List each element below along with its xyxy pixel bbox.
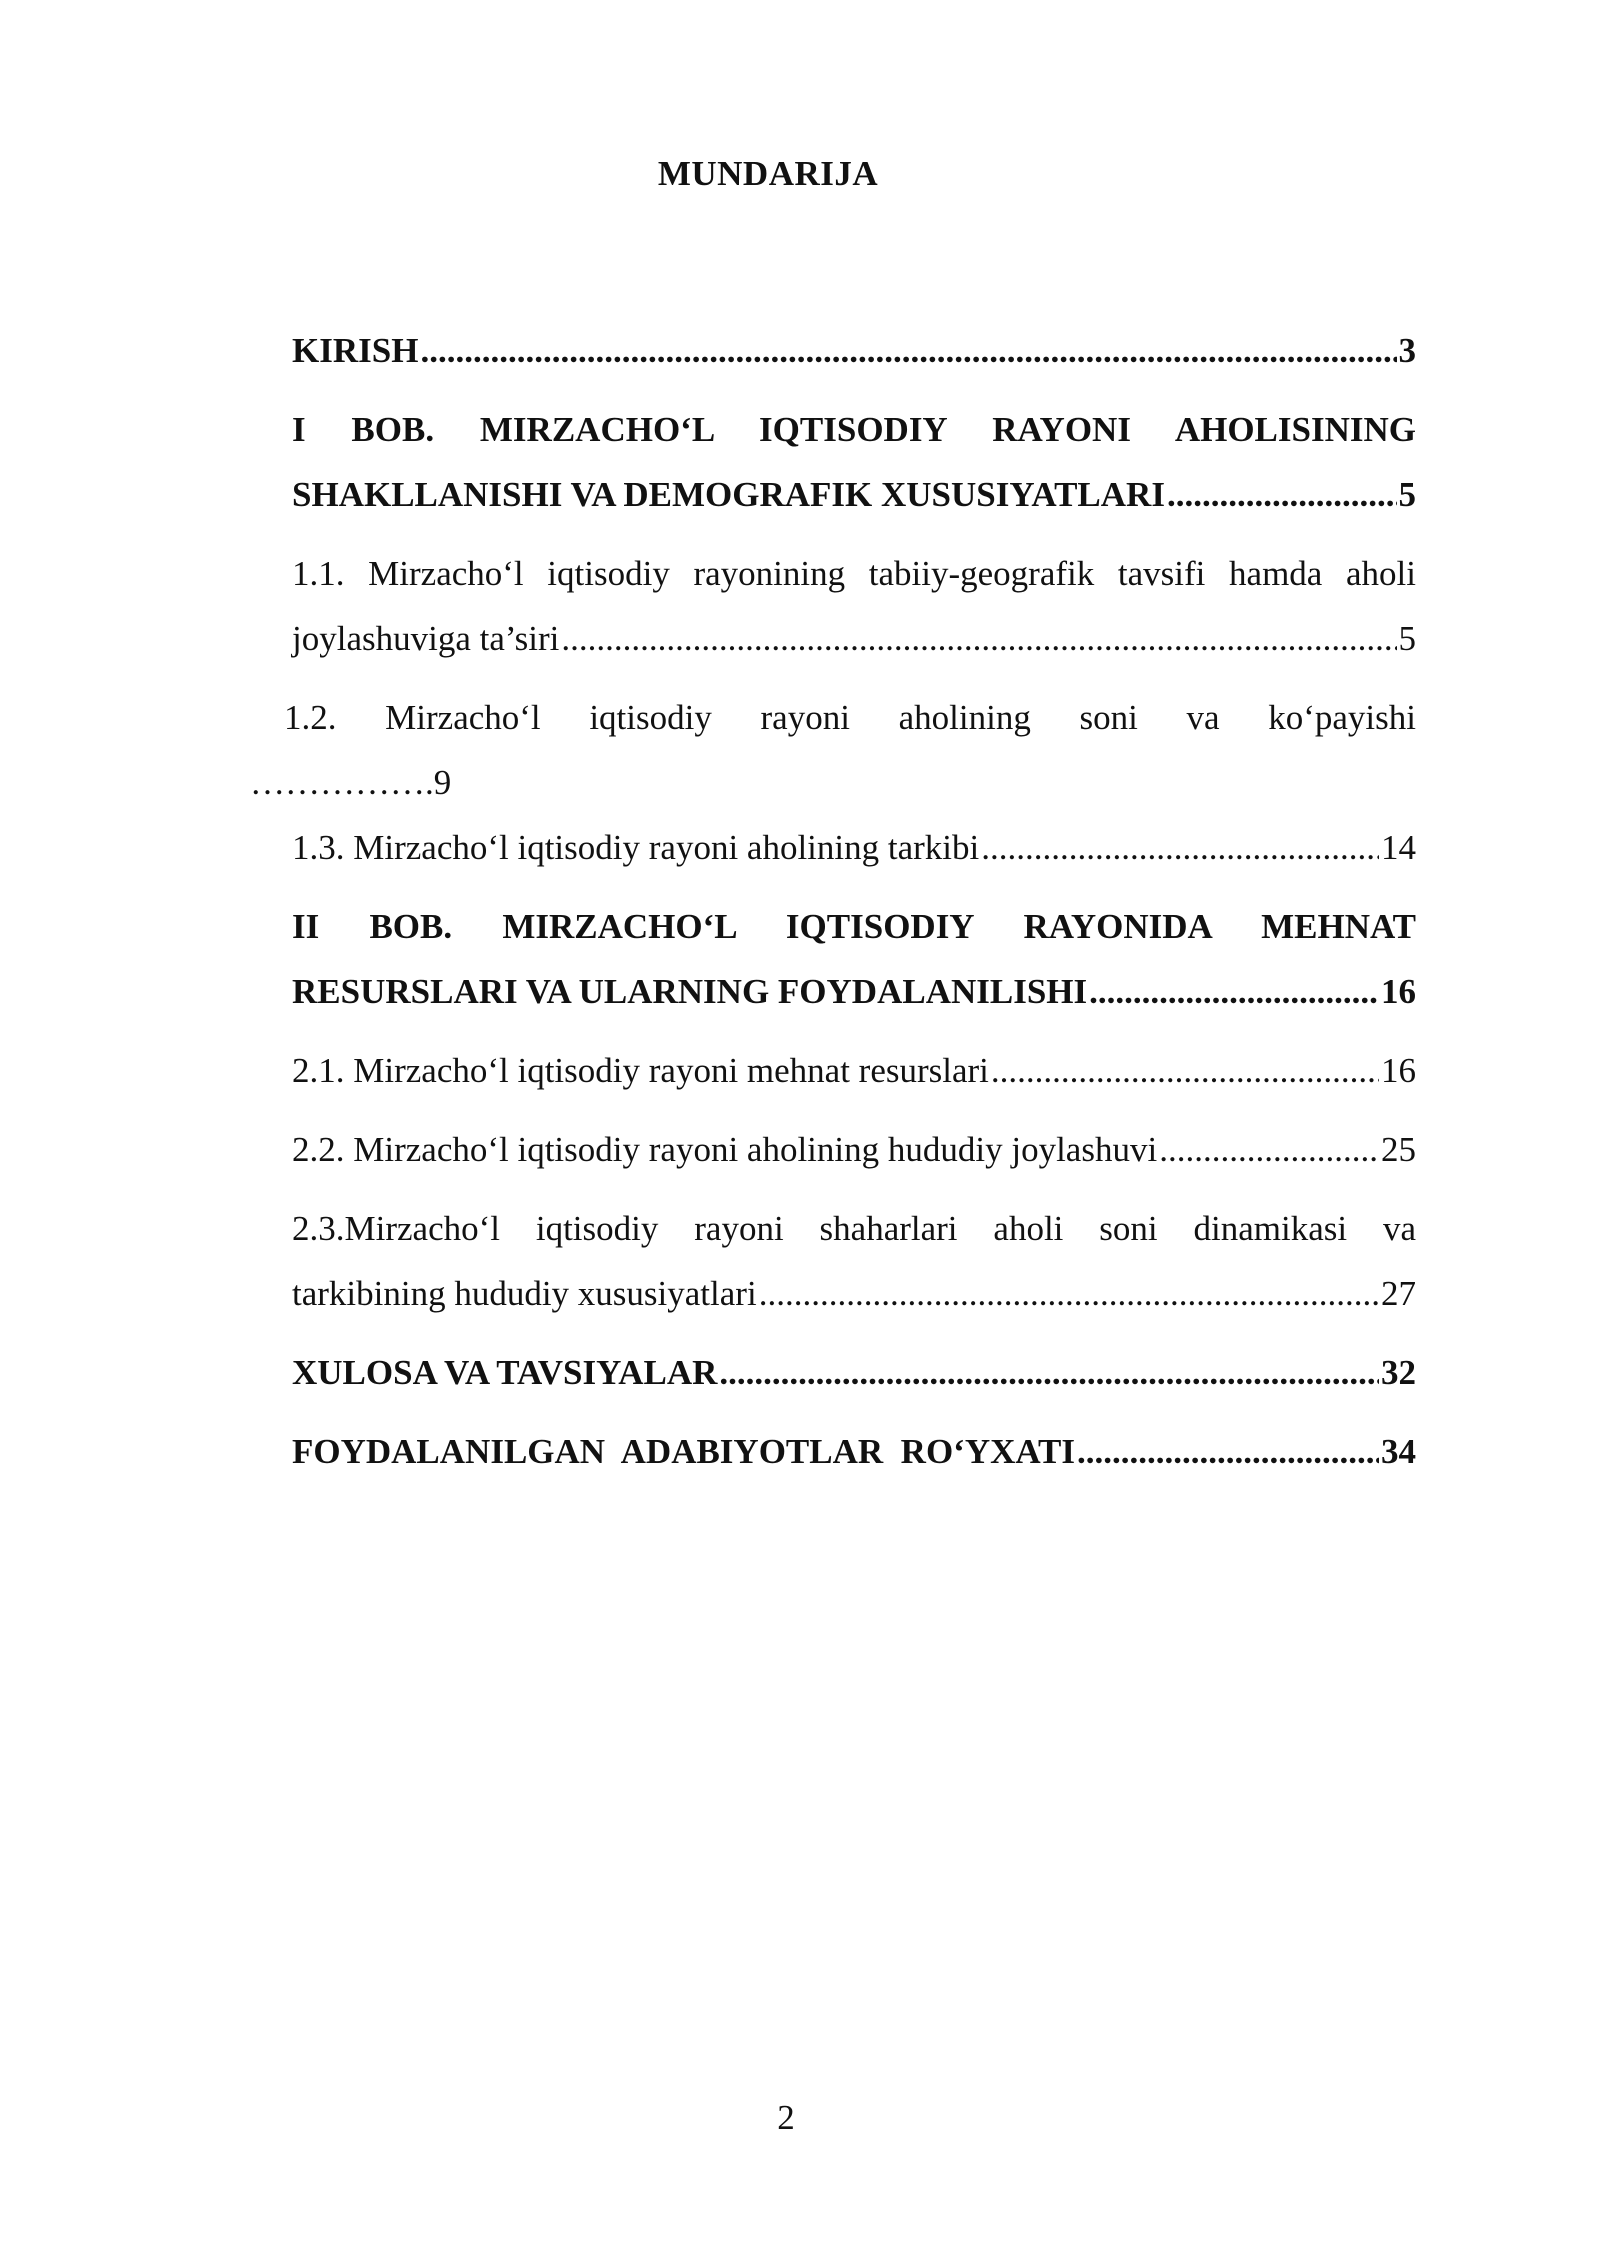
toc-entry-title: II BOB. MIRZACHO‘L IQTISODIY RAYONIDA MEHNAT bbox=[292, 907, 1416, 946]
dot-leader bbox=[1089, 959, 1379, 1024]
toc-entry-bibliography[interactable] bbox=[292, 1419, 1416, 1484]
table-of-contents bbox=[250, 318, 1416, 1484]
dot-leader bbox=[991, 1038, 1379, 1103]
dot-leader bbox=[1159, 1117, 1379, 1182]
page-title: MUNDARIJA bbox=[657, 154, 879, 193]
toc-entry-title-continued: …………….9 bbox=[250, 763, 452, 802]
toc-entry-title-continued: tarkibining hududiy xususiyatlari bbox=[292, 1274, 757, 1313]
toc-entry-section-1-3[interactable] bbox=[292, 815, 1416, 880]
toc-entry-title: XULOSA VA TAVSIYALAR bbox=[292, 1353, 718, 1392]
dot-leader bbox=[719, 1340, 1379, 1405]
dot-leader bbox=[1077, 1419, 1379, 1484]
toc-page-number: 25 bbox=[1381, 1130, 1416, 1169]
toc-page-number: 32 bbox=[1381, 1353, 1416, 1392]
toc-page-number: 3 bbox=[1398, 331, 1416, 370]
toc-entry-title-continued: RESURSLARI VA ULARNING FOYDALANILISHI bbox=[292, 972, 1088, 1011]
dot-leader bbox=[759, 1261, 1379, 1326]
toc-entry-section-2-1[interactable] bbox=[292, 1038, 1416, 1103]
toc-entry-section-2-3[interactable] bbox=[292, 1196, 1416, 1326]
toc-entry-chapter-2[interactable] bbox=[292, 894, 1416, 1024]
toc-entry-title-continued: joylashuviga ta’siri bbox=[292, 619, 560, 658]
toc-page-number: 5 bbox=[1398, 619, 1416, 658]
toc-entry-title: 1.2. Mirzacho‘l iqtisodiy rayoni aholining soni va ko‘payishi bbox=[284, 698, 1416, 737]
toc-entry-chapter-1[interactable] bbox=[292, 397, 1416, 527]
toc-entry-kirish[interactable] bbox=[292, 318, 1416, 383]
dot-leader bbox=[1167, 462, 1397, 527]
toc-entry-conclusion[interactable] bbox=[292, 1340, 1416, 1405]
toc-entry-title: 1.3. Mirzacho‘l iqtisodiy rayoni aholining tarkibi bbox=[292, 828, 980, 867]
toc-entry-title: KIRISH bbox=[292, 331, 419, 370]
dot-leader bbox=[981, 815, 1379, 880]
toc-entry-title: FOYDALANILGAN ADABIYOTLAR RO‘YXATI bbox=[292, 1432, 1076, 1471]
toc-page-number: 14 bbox=[1381, 828, 1416, 867]
toc-entry-section-1-1[interactable] bbox=[292, 541, 1416, 671]
toc-entry-title: 2.1. Mirzacho‘l iqtisodiy rayoni mehnat resurslari bbox=[292, 1051, 989, 1090]
toc-page-number: 34 bbox=[1381, 1432, 1416, 1471]
toc-entry-title: 1.1. Mirzacho‘l iqtisodiy rayonining tabiiy-geografik tavsifi hamda aholi bbox=[292, 554, 1416, 593]
toc-page-number: 5 bbox=[1398, 475, 1416, 514]
toc-entry-title: 2.3.Mirzacho‘l iqtisodiy rayoni shaharlari aholi soni dinamikasi va bbox=[292, 1209, 1416, 1248]
toc-page-number: 27 bbox=[1381, 1274, 1416, 1313]
toc-page-number: 16 bbox=[1381, 1051, 1416, 1090]
toc-entry-title: I BOB. MIRZACHO‘L IQTISODIY RAYONI AHOLISINING bbox=[292, 410, 1416, 449]
toc-entry-section-2-2[interactable] bbox=[292, 1117, 1416, 1182]
toc-entry-title-continued: SHAKLLANISHI VA DEMOGRAFIK XUSUSIYATLARI bbox=[292, 475, 1165, 514]
toc-entry-title: 2.2. Mirzacho‘l iqtisodiy rayoni aholining hududiy joylashuvi bbox=[292, 1130, 1158, 1169]
dot-leader bbox=[561, 606, 1396, 671]
toc-entry-section-1-2[interactable] bbox=[250, 685, 1416, 815]
toc-page-number: 16 bbox=[1381, 972, 1416, 1011]
page-number: 2 bbox=[777, 2098, 795, 2137]
dot-leader bbox=[420, 318, 1396, 383]
